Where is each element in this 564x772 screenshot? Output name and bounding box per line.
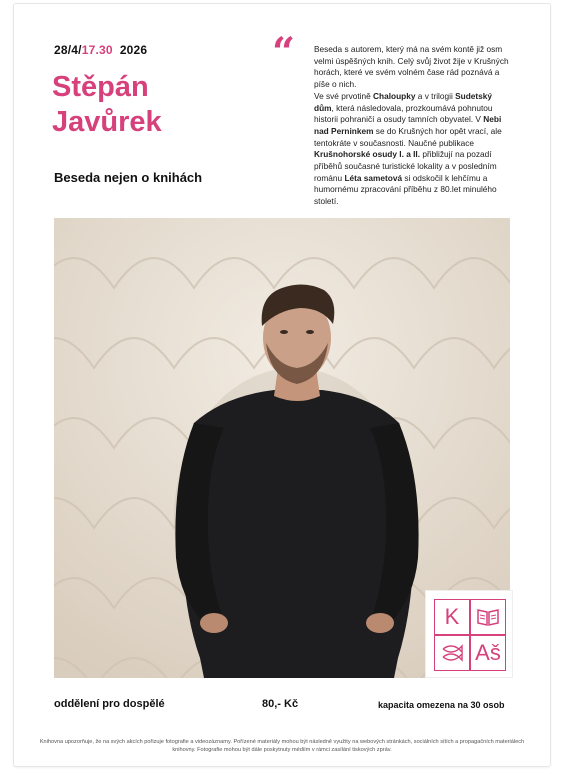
open-book-icon — [470, 599, 506, 635]
event-subtitle: Beseda nejen o knihách — [54, 170, 203, 185]
event-date — [54, 43, 147, 57]
author-last-name: Javůrek — [52, 105, 162, 138]
department-label: oddělení pro dospělé — [54, 698, 165, 710]
quote-mark-icon: “ — [272, 29, 292, 76]
author-name — [52, 70, 162, 140]
logo-letters-as: Aš — [470, 635, 506, 671]
library-logo — [425, 590, 513, 678]
price-label: 80,- Kč — [262, 698, 299, 710]
capacity-label: kapacita omezena na 30 osob — [378, 700, 505, 710]
event-time: 17.30 — [81, 43, 113, 57]
description-paragraph-2: Ve své prvotině Chaloupky a v trilogii Sudetský dům, která následovala, prozkoumává pohnutou historii pohraničí a osudy tamních obyvatel. V Nebi nad Perninkem se do Krušných hor opět vrací, ale tentokráte v současnosti. Naučné publikace Krušnohorské osudy I. a II. přibližují na pozadí příběhů současné turistické lokality a v posledním románu Léta sametová si odskočil k lehčímu a humornému zpracování příběhu z 80.let minulého století. — [314, 90, 502, 207]
logo-letter-k: K — [434, 599, 470, 635]
event-date-day: 28/4/ — [54, 43, 82, 57]
event-description — [314, 44, 514, 208]
author-first-name: Stěpán — [52, 71, 149, 103]
fish-icon — [434, 635, 470, 671]
description-paragraph-1: Beseda s autorem, který má na svém kontě již osm velmi úspěšných knih. Celý svůj život žije v Krušných horách, které ve svém volném čase rád poznává a píše o nich. — [314, 44, 509, 90]
photo-notice: Knihovna upozorňuje, že na svých akcích pořizuje fotografie a videozáznamy. Pořízené materiály mohou být následně využity na webových stránkách, sociálních sítích a propagačních materiálech knihovny. Fotografie mohou být dále poskytnuty médiím v rámci zasílání tiskových zpráv. — [39, 739, 525, 753]
event-year: 2026 — [119, 43, 148, 57]
